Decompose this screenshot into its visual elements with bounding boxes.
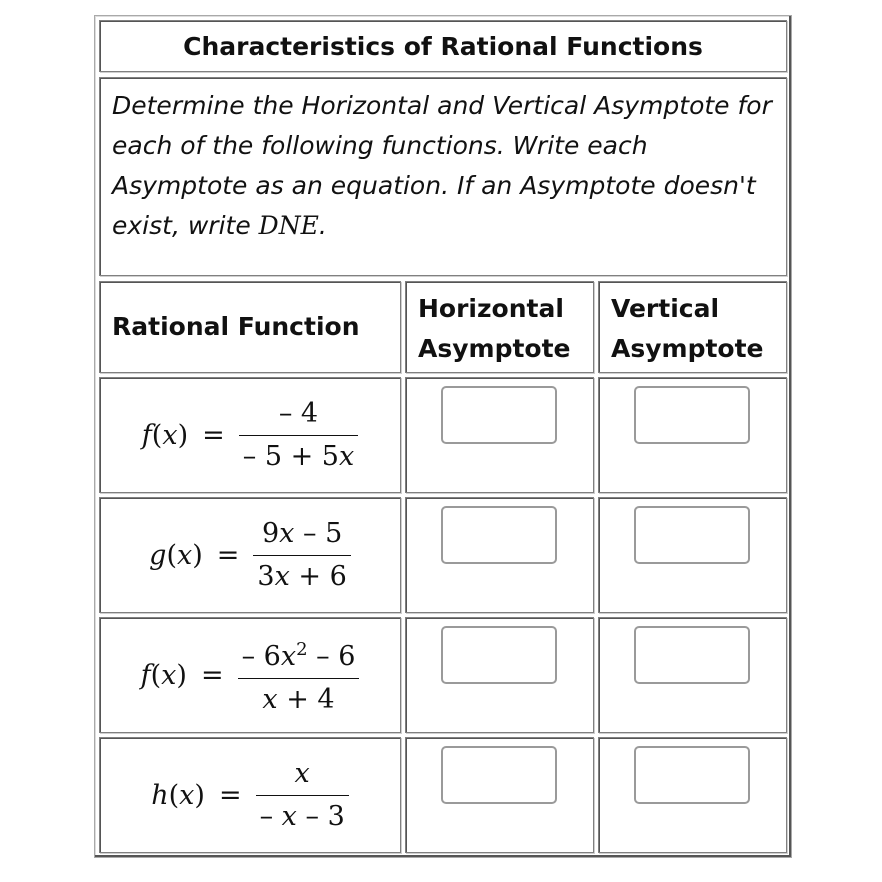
horizontal-cell-3 — [405, 617, 594, 733]
horizontal-cell-2 — [405, 497, 594, 613]
numerator — [258, 517, 346, 551]
fraction — [253, 517, 350, 594]
function-name: g — [149, 539, 167, 571]
denominator — [256, 800, 349, 834]
instructions-text: Determine the Horizontal and Vertical Asymptote for each of the following functions. Write each Asymptote as an equation. If an Asymptote doesn't exist, write — [112, 91, 772, 240]
denominator-variable: x — [262, 684, 278, 715]
vertical-asymptote-input-4[interactable] — [634, 746, 750, 804]
horizontal-asymptote-input-2[interactable] — [441, 506, 557, 564]
function-cell-3 — [99, 617, 401, 733]
function-variable: x — [162, 419, 178, 451]
equals-sign: = — [202, 419, 225, 451]
horizontal-asymptote-input-1[interactable] — [441, 386, 557, 444]
function-lhs: h(x) — [151, 779, 205, 811]
numerator-part: – 4 — [278, 397, 319, 429]
function-lhs: g(x) — [149, 539, 203, 571]
vertical-cell-1 — [598, 377, 787, 493]
horizontal-cell-4 — [405, 737, 594, 853]
dne-term: DNE — [258, 211, 319, 240]
denominator-part: – 3 — [296, 800, 345, 832]
function-variable: x — [161, 659, 177, 691]
numerator-exponent: 2 — [296, 639, 308, 660]
denominator-part: – 5 + 5 — [242, 440, 339, 472]
denominator-part: + 4 — [277, 684, 335, 715]
fraction-bar — [256, 795, 349, 796]
header-vertical-line1: Vertical — [611, 294, 720, 323]
horizontal-cell-1 — [405, 377, 594, 493]
equals-sign: = — [216, 539, 240, 571]
denominator-variable: x — [281, 800, 297, 832]
vertical-asymptote-input-3[interactable] — [634, 626, 750, 684]
function-lhs: f(x) — [141, 419, 189, 451]
header-rational-function: Rational Function — [99, 281, 401, 373]
function-name: f — [141, 419, 152, 451]
header-vertical-asymptote — [598, 281, 787, 373]
numerator — [275, 397, 322, 431]
function-variable: x — [177, 539, 193, 571]
equals-sign: = — [218, 779, 242, 811]
function-cell-1 — [99, 377, 401, 493]
header-horizontal-asymptote — [405, 281, 594, 373]
fraction — [256, 757, 349, 834]
numerator-part: – 6 — [307, 641, 356, 672]
numerator — [291, 757, 314, 791]
numerator-variable: x — [294, 757, 310, 789]
equals-sign: = — [200, 659, 224, 691]
function-name: f — [140, 659, 151, 691]
fraction-bar — [239, 435, 358, 436]
horizontal-asymptote-input-3[interactable] — [441, 626, 557, 684]
table-title: Characteristics of Rational Functions — [99, 20, 787, 72]
fraction-bar — [238, 678, 360, 679]
function-cell-2 — [99, 497, 401, 613]
numerator — [238, 633, 360, 674]
instructions-end: . — [318, 211, 327, 240]
vertical-cell-2 — [598, 497, 787, 613]
fraction — [238, 633, 360, 717]
function-cell-4 — [99, 737, 401, 853]
denominator-part: + 6 — [289, 560, 347, 592]
header-vertical-line2: Asymptote — [611, 334, 764, 363]
denominator-variable: x — [274, 560, 290, 592]
denominator-part: – — [259, 800, 282, 832]
horizontal-asymptote-input-4[interactable] — [441, 746, 557, 804]
header-horizontal-line1: Horizontal — [418, 294, 564, 323]
numerator-part: 9 — [261, 517, 280, 549]
denominator-part: 3 — [257, 560, 275, 592]
numerator-part: – 5 — [294, 517, 343, 549]
numerator-variable: x — [280, 641, 297, 672]
numerator-part: – 6 — [241, 641, 281, 672]
vertical-asymptote-input-2[interactable] — [634, 506, 750, 564]
numerator-variable: x — [279, 517, 295, 549]
fraction-bar — [253, 555, 350, 556]
instructions — [99, 77, 787, 276]
function-variable: x — [179, 779, 195, 811]
denominator-variable: x — [338, 440, 355, 472]
vertical-asymptote-input-1[interactable] — [634, 386, 750, 444]
denominator — [253, 560, 350, 594]
fraction — [239, 397, 358, 474]
vertical-cell-3 — [598, 617, 787, 733]
denominator — [239, 440, 358, 474]
vertical-cell-4 — [598, 737, 787, 853]
function-name: h — [151, 779, 169, 811]
function-lhs: f(x) — [140, 659, 187, 691]
denominator — [258, 683, 338, 717]
header-horizontal-line2: Asymptote — [418, 334, 571, 363]
